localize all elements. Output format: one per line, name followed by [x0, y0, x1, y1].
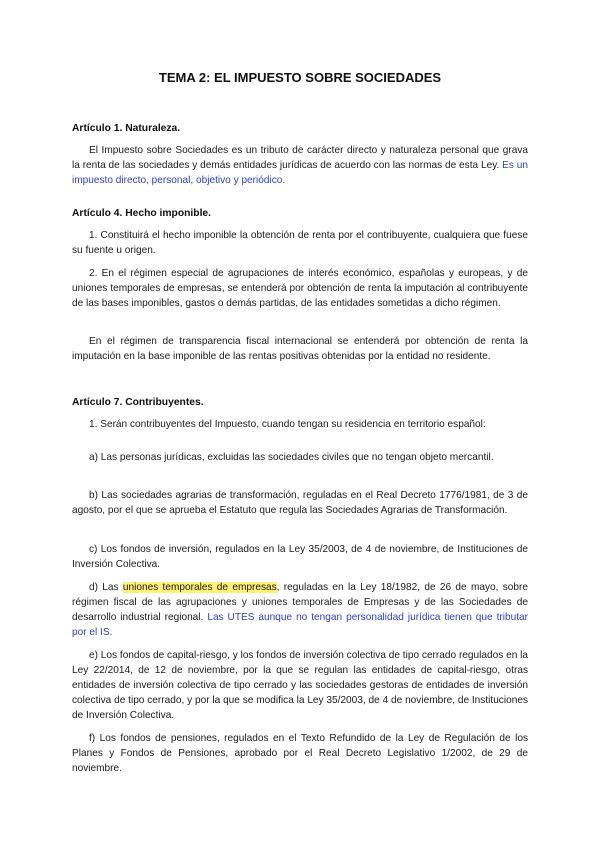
- article-1-note: Es un impuesto directo, personal, objetivo y periódico.: [72, 160, 528, 186]
- article-4-paragraph-2: 2. En el régimen especial de agrupaciones de interés económico, españolas y europeas, y de uniones temporales de empresas, se entenderá por obtención de renta la imputación al contribuyente de las bases imponibles, gastos o demás partidas, de las entidades sometidas a dicho régimen.: [72, 268, 528, 309]
- article-7-item-d: [72, 580, 528, 640]
- article-7-item-c: c) Los fondos de inversión, regulados en la Ley 35/2003, de 4 de noviembre, de Instituciones de Inversión Colectiva.: [72, 544, 528, 570]
- article-7-paragraph-1: 1. Serán contribuyentes del Impuesto, cuando tengan su residencia en territorio español:: [89, 419, 486, 430]
- article-7-heading: Artículo 7. Contribuyentes.: [72, 397, 204, 408]
- article-4-heading: Artículo 4. Hecho imponible.: [72, 208, 212, 219]
- article-1-heading: Artículo 1. Naturaleza.: [72, 123, 181, 134]
- article-4-paragraph-3: En el régimen de transparencia fiscal internacional se entenderá por obtención de renta la imputación en la base imponible de las rentas positivas obtenidas por la entidad no residente.: [72, 336, 528, 362]
- article-7-item-d-prefix: d) Las: [89, 582, 123, 593]
- article-7-item-f: f) Los fondos de pensiones, regulados en el Texto Refundido de la Ley de Regulación de los Planes y Fondos de Pensiones, aprobado por el Real Decreto Legislativo 1/2002, de 29 de noviembre.: [72, 733, 528, 774]
- article-7-item-d-text: , reguladas en la Ley 18/1982, de 26 de mayo, sobre régimen fiscal de las agrupaciones y uniones temporales de Empresas y de las Sociedades de desarrollo industrial regional.: [72, 582, 529, 623]
- article-4-paragraph-1: 1. Constituirá el hecho imponible la obtención de renta por el contribuyente, cualquiera que fuese su fuente u origen.: [72, 230, 528, 256]
- highlighted-text: uniones temporales de empresas: [122, 582, 277, 593]
- article-7-item-d-note: Las UTES aunque no tengan personalidad jurídica tienen que tributar por el IS.: [72, 612, 529, 638]
- article-1-paragraph: [72, 143, 528, 188]
- article-7-item-e: e) Los fondos de capital-riesgo, y los fondos de inversión colectiva de tipo cerrado regulados en la Ley 22/2014, de 12 de noviembre, por la que se regulan las entidades de capital-riesgo, otras entidades de inversión colectiva de tipo cerrado y las sociedades gestoras de entidades de inversión colectiva de tipo cerrado, y por la que se modifica la Ley 35/2003, de 4 de noviembre, de Instituciones de Inversión Colectiva.: [72, 650, 528, 721]
- article-7-item-a: a) Las personas jurídicas, excluidas las sociedades civiles que no tengan objeto mercantil.: [89, 452, 494, 463]
- article-7-item-b: b) Las sociedades agrarias de transformación, reguladas en el Real Decreto 1776/1981, de 3 de agosto, por el que se aprueba el Estatuto que regula las Sociedades Agrarias de Transformación.: [72, 490, 528, 516]
- page-title: TEMA 2: EL IMPUESTO SOBRE SOCIEDADES: [158, 70, 442, 85]
- article-1-text: El Impuesto sobre Sociedades es un tributo de carácter directo y naturaleza personal que grava la renta de las sociedades y demás entidades jurídicas de acuerdo con las normas de esta Ley.: [72, 145, 528, 171]
